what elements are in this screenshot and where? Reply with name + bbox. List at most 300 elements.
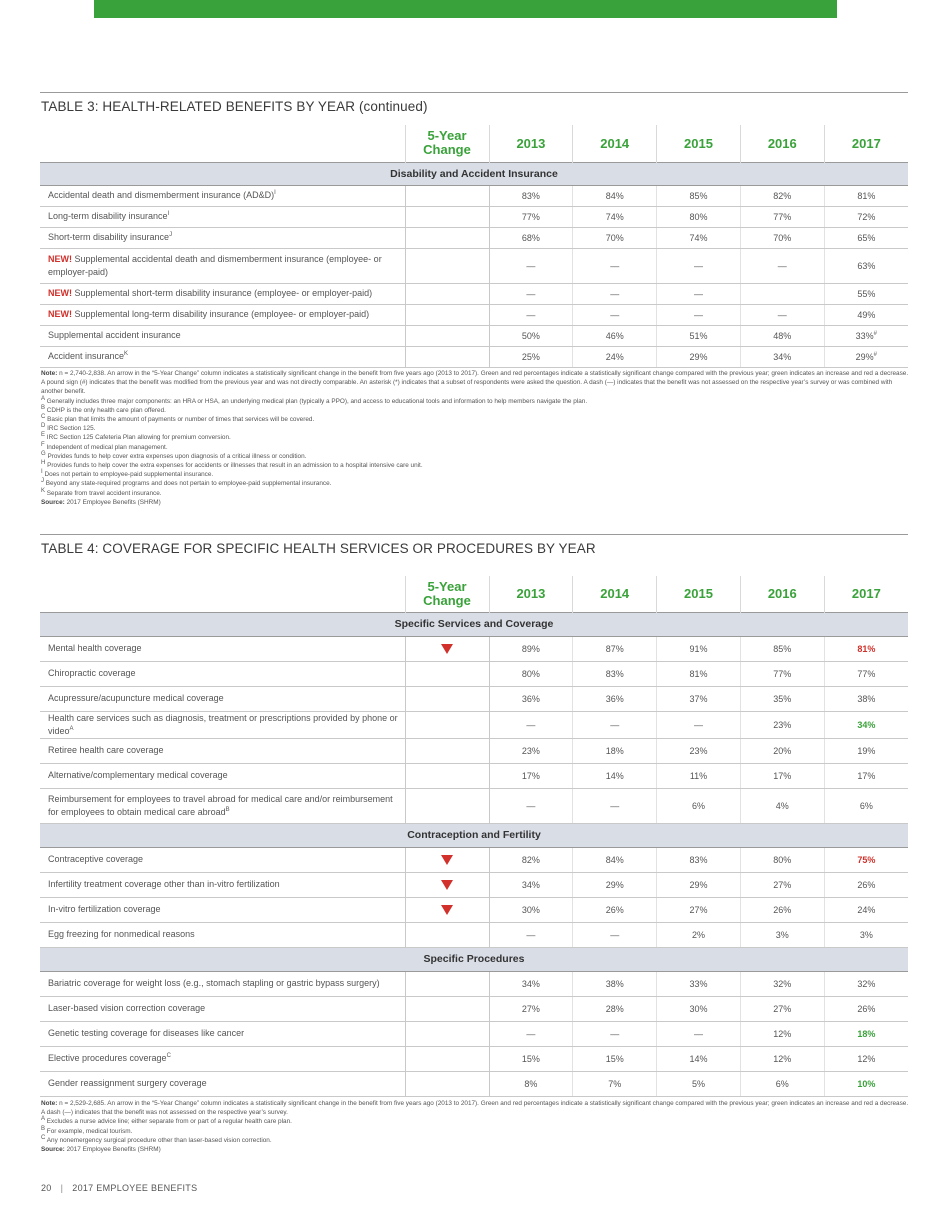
value-cell-2014 (573, 711, 657, 738)
footnote-mark: F (41, 441, 45, 448)
row-label-text: Chiropractic coverage (48, 668, 136, 678)
value-cell-2014 (573, 661, 657, 686)
value-text: 3% (859, 929, 873, 940)
table-row (40, 711, 908, 738)
value-text: 33% (855, 330, 874, 341)
value-cell-2015 (657, 1046, 741, 1071)
value-cell-2017 (824, 185, 908, 206)
value-cell-2017 (824, 763, 908, 788)
row-label-text: Alternative/complementary medical coverage (48, 770, 228, 780)
table4-top-rule (40, 534, 908, 535)
five-year-change-cell (405, 325, 489, 346)
header-year-2016: 2016 (740, 125, 824, 162)
row-label (40, 1021, 405, 1046)
value-cell-2016 (740, 996, 824, 1021)
section-header-row (40, 162, 908, 185)
value-text: 29% (855, 351, 874, 362)
row-label-text: Short-term disability insurance (48, 232, 170, 242)
value-text: 72% (857, 211, 876, 222)
footnote-mark: H (41, 459, 46, 466)
value-text: 85% (689, 190, 708, 201)
footnote-marker: J (169, 232, 173, 238)
row-label (40, 711, 405, 738)
value-text: 33% (689, 978, 708, 989)
value-text: 87% (605, 643, 624, 654)
value-cell-2016 (740, 872, 824, 897)
footnote (41, 479, 911, 488)
value-cell-2014 (573, 971, 657, 996)
value-text: 74% (605, 211, 624, 222)
value-text: 34% (521, 978, 540, 989)
value-cell-2017 (824, 636, 908, 661)
value-cell-2013 (489, 636, 573, 661)
value-cell-2016 (740, 847, 824, 872)
value-text: 68% (521, 232, 540, 243)
page-number: 20 (41, 1183, 52, 1193)
value-cell-2017 (824, 872, 908, 897)
five-year-change-cell (405, 686, 489, 711)
value-text: 84% (605, 854, 624, 865)
value-text: 17% (773, 770, 792, 781)
row-label-text: Long-term disability insurance (48, 211, 168, 221)
value-cell-2015 (657, 346, 741, 367)
value-cell-2013 (489, 872, 573, 897)
five-year-change-cell (405, 248, 489, 283)
value-cell-2017 (824, 971, 908, 996)
value-text: 70% (773, 232, 792, 243)
value-text: 26% (857, 879, 876, 890)
five-year-change-cell (405, 227, 489, 248)
footnote-text: Generally includes three major components: an HRA or HSA, an underlying medical plan (typically a PPO), and access to educational tools and information to help members navigate the plan. (46, 397, 588, 405)
row-label-text: Health care services such as diagnosis, treatment or prescriptions provided by phone or video (48, 712, 398, 736)
value-cell-2015 (657, 996, 741, 1021)
value-cell-2013 (489, 227, 573, 248)
value-cell-2015 (657, 206, 741, 227)
value-cell-2013 (489, 248, 573, 283)
value-text: 18% (857, 1028, 876, 1039)
value-text: — (526, 309, 536, 320)
value-cell-2014 (573, 1071, 657, 1096)
header-year-2017: 2017 (824, 576, 908, 612)
value-text: 32% (773, 978, 792, 989)
value-text: 14% (689, 1053, 708, 1064)
table-row (40, 304, 908, 325)
new-badge: NEW! (48, 288, 72, 298)
row-label (40, 763, 405, 788)
value-text: 27% (773, 1003, 792, 1014)
footnote-mark: A (41, 1116, 46, 1123)
value-cell-2014 (573, 206, 657, 227)
value-text: 4% (775, 800, 789, 811)
section-title: Disability and Accident Insurance (40, 162, 908, 185)
value-cell-2014 (573, 922, 657, 947)
table-row (40, 996, 908, 1021)
five-year-change-cell (405, 1046, 489, 1071)
table3 (40, 125, 908, 368)
value-text: 17% (857, 770, 876, 781)
row-label (40, 1046, 405, 1071)
value-cell-2013 (489, 206, 573, 227)
table3-note: Note: n = 2,740-2,838. An arrow in the “5-Year Change” column indicates a statistically significant change in the benefit from five years ago (2013 to 2017). Green and red percentages indicate a statistically significant change compared with the previous year; green indicates an increase and red a decrease. A pound sign (#) indicates that the benefit was modified from the previous year and was not directly comparable. An asterisk (*) indicates that a subset of respondents were asked the question. A dash (—) indicates that the benefit was not assessed on the respective year’s survey or was combined with another benefit. (41, 370, 909, 396)
five-year-change-cell (405, 711, 489, 738)
table-row (40, 897, 908, 922)
value-cell-2013 (489, 847, 573, 872)
value-cell-2016 (740, 788, 824, 823)
footnote (41, 433, 911, 442)
five-year-change-cell (405, 661, 489, 686)
value-cell-2016 (740, 897, 824, 922)
row-label (40, 996, 405, 1021)
value-cell-2014 (573, 1021, 657, 1046)
value-cell-2017 (824, 1071, 908, 1096)
row-label (40, 1071, 405, 1096)
table3-title: TABLE 3: HEALTH-RELATED BENEFITS BY YEAR (continued) (41, 99, 428, 114)
value-text: 27% (521, 1003, 540, 1014)
value-cell-2017 (824, 897, 908, 922)
value-cell-2014 (573, 872, 657, 897)
footnote (41, 1117, 911, 1126)
value-text: 77% (773, 668, 792, 679)
down-arrow-icon (441, 905, 453, 915)
value-cell-2014 (573, 185, 657, 206)
row-label (40, 227, 405, 248)
row-label-text: Retiree health care coverage (48, 745, 164, 755)
value-text: 15% (521, 1053, 540, 1064)
row-label (40, 346, 405, 367)
table-row (40, 227, 908, 248)
value-cell-2017 (824, 711, 908, 738)
row-label (40, 788, 405, 823)
five-year-change-cell (405, 738, 489, 763)
value-cell-2017 (824, 788, 908, 823)
value-cell-2016 (740, 325, 824, 346)
value-text: 3% (775, 929, 789, 940)
value-cell-2015 (657, 788, 741, 823)
value-cell-2016 (740, 763, 824, 788)
value-text: 77% (857, 668, 876, 679)
value-text: 50% (521, 330, 540, 341)
table-row (40, 738, 908, 763)
footnote-text: For example, medical tourism. (46, 1127, 133, 1135)
five-year-change-cell (405, 872, 489, 897)
value-text: 26% (605, 904, 624, 915)
value-cell-2013 (489, 661, 573, 686)
value-text: 24% (857, 904, 876, 915)
footnote-text: Independent of medical plan management. (46, 443, 168, 451)
row-label-text: Gender reassignment surgery coverage (48, 1078, 207, 1088)
row-label (40, 325, 405, 346)
value-text: 25% (521, 351, 540, 362)
value-cell-2014 (573, 763, 657, 788)
five-year-change-cell (405, 1021, 489, 1046)
value-text: 70% (605, 232, 624, 243)
footnote-text: Beyond any state-required programs and does not pertain to employee-paid supplemental insurance. (45, 480, 332, 488)
value-cell-2015 (657, 283, 741, 304)
table-row (40, 661, 908, 686)
row-label-text: Genetic testing coverage for diseases like cancer (48, 1028, 245, 1038)
value-cell-2014 (573, 686, 657, 711)
row-label-text: Supplemental short-term disability insurance (employee- or employer-paid) (74, 288, 373, 298)
value-cell-2016 (740, 711, 824, 738)
row-label (40, 847, 405, 872)
value-text: 19% (857, 745, 876, 756)
row-label-text: Supplemental accidental death and dismemberment insurance (employee- or employer-paid) (48, 253, 382, 277)
footnote-mark: D (41, 423, 46, 430)
value-text: 6% (691, 800, 705, 811)
value-text: 46% (605, 330, 624, 341)
modified-marker: # (873, 330, 878, 337)
footnote-text: Provides funds to help cover extra expenses upon diagnosis of a critical illness or condition. (47, 452, 307, 460)
value-cell-2014 (573, 996, 657, 1021)
value-text: 77% (773, 211, 792, 222)
five-year-change-cell (405, 922, 489, 947)
header-blank (40, 125, 405, 162)
row-label-text: Acupressure/acupuncture medical coverage (48, 693, 224, 703)
footer-separator: | (60, 1183, 64, 1193)
value-text: — (693, 1028, 703, 1039)
value-text: 12% (857, 1053, 876, 1064)
value-cell-2017 (824, 996, 908, 1021)
value-cell-2013 (489, 996, 573, 1021)
value-text: 23% (521, 745, 540, 756)
value-cell-2017 (824, 283, 908, 304)
value-cell-2014 (573, 788, 657, 823)
value-text: 83% (689, 854, 708, 865)
five-year-change-cell (405, 847, 489, 872)
five-year-change-cell (405, 897, 489, 922)
value-cell-2013 (489, 738, 573, 763)
value-text: 85% (773, 643, 792, 654)
value-text: 12% (773, 1028, 792, 1039)
value-text: 10% (857, 1078, 876, 1089)
footnote-text: IRC Section 125 Cafeteria Plan allowing for premium conversion. (46, 434, 231, 442)
header-5yr-change: 5-Year Change (405, 576, 489, 612)
table3-top-rule (40, 92, 908, 93)
value-text: 77% (521, 211, 540, 222)
section-header-row (40, 947, 908, 971)
row-label (40, 897, 405, 922)
value-cell-2013 (489, 325, 573, 346)
value-cell-2015 (657, 897, 741, 922)
footnote-marker: I (274, 190, 276, 196)
value-text: — (777, 260, 787, 271)
value-text: 12% (773, 1053, 792, 1064)
table-row (40, 872, 908, 897)
table3-source: Source: 2017 Employee Benefits (SHRM) (41, 498, 161, 506)
table-row (40, 325, 908, 346)
value-cell-2014 (573, 346, 657, 367)
value-text: 49% (857, 309, 876, 320)
five-year-change-cell (405, 346, 489, 367)
value-cell-2016 (740, 971, 824, 996)
five-year-change-cell (405, 763, 489, 788)
footnote-text: Basic plan that limits the amount of payments or number of times that services will be covered. (47, 416, 315, 424)
value-cell-2013 (489, 283, 573, 304)
header-year-2013: 2013 (489, 576, 573, 612)
value-text: — (610, 309, 620, 320)
header-year-2014: 2014 (573, 576, 657, 612)
value-cell-2016 (740, 738, 824, 763)
five-year-change-cell (405, 1071, 489, 1096)
value-cell-2016 (740, 248, 824, 283)
value-text: 74% (689, 232, 708, 243)
value-cell-2017 (824, 661, 908, 686)
row-label (40, 185, 405, 206)
value-text: 7% (608, 1078, 622, 1089)
value-text: — (526, 929, 536, 940)
value-cell-2015 (657, 971, 741, 996)
value-text: 48% (773, 330, 792, 341)
value-text: 30% (689, 1003, 708, 1014)
value-text: — (693, 288, 703, 299)
value-text: 83% (605, 668, 624, 679)
table-row (40, 248, 908, 283)
header-year-2016: 2016 (740, 576, 824, 612)
footnote-mark: A (41, 395, 46, 402)
value-text: — (693, 309, 703, 320)
footnote-mark: B (41, 1125, 46, 1132)
value-text: 15% (605, 1053, 624, 1064)
row-label (40, 922, 405, 947)
value-cell-2015 (657, 227, 741, 248)
value-cell-2016 (740, 1046, 824, 1071)
value-cell-2015 (657, 185, 741, 206)
value-text: 14% (605, 770, 624, 781)
value-cell-2015 (657, 872, 741, 897)
section-title: Contraception and Fertility (40, 823, 908, 847)
value-text: 6% (859, 800, 873, 811)
value-text: 81% (689, 668, 708, 679)
value-text: 38% (857, 693, 876, 704)
value-cell-2017 (824, 325, 908, 346)
value-cell-2014 (573, 1046, 657, 1071)
value-cell-2013 (489, 1021, 573, 1046)
value-cell-2015 (657, 1071, 741, 1096)
value-text: — (693, 719, 703, 730)
value-cell-2015 (657, 636, 741, 661)
value-cell-2017 (824, 922, 908, 947)
value-text: 63% (857, 260, 876, 271)
value-text: 27% (689, 904, 708, 915)
row-label-text: Egg freezing for nonmedical reasons (48, 929, 195, 939)
value-cell-2017 (824, 1021, 908, 1046)
value-text: — (693, 260, 703, 271)
header-year-2015: 2015 (657, 576, 741, 612)
row-label (40, 636, 405, 661)
table4-source: Source: 2017 Employee Benefits (SHRM) (41, 1146, 161, 1154)
footnote-text: Does not pertain to employee-paid supplemental insurance. (44, 471, 214, 479)
value-cell-2016 (740, 346, 824, 367)
value-cell-2017 (824, 304, 908, 325)
value-cell-2017 (824, 738, 908, 763)
value-cell-2016 (740, 283, 824, 304)
value-cell-2015 (657, 304, 741, 325)
value-text: — (610, 719, 620, 730)
value-text: — (526, 800, 536, 811)
footnote-mark: C (41, 1134, 46, 1141)
table4 (40, 576, 908, 1097)
value-cell-2016 (740, 206, 824, 227)
value-cell-2016 (740, 661, 824, 686)
row-label (40, 304, 405, 325)
value-text: — (610, 1028, 620, 1039)
value-cell-2015 (657, 847, 741, 872)
value-cell-2014 (573, 636, 657, 661)
footnote-text: CDHP is the only health care plan offered. (46, 406, 166, 414)
five-year-change-cell (405, 283, 489, 304)
value-cell-2017 (824, 227, 908, 248)
value-text: 34% (521, 879, 540, 890)
table-row (40, 1021, 908, 1046)
row-label-text: Supplemental long-term disability insurance (employee- or employer-paid) (74, 309, 370, 319)
section-title: Specific Procedures (40, 947, 908, 971)
header-5yr-change: 5-Year Change (405, 125, 489, 162)
footnote-marker: C (166, 1053, 171, 1059)
footnote-mark: C (41, 413, 46, 420)
footnote (41, 415, 911, 424)
value-cell-2016 (740, 922, 824, 947)
value-text: 91% (689, 643, 708, 654)
footnote-marker: A (69, 725, 74, 732)
footnote-marker: B (225, 806, 230, 813)
row-label (40, 686, 405, 711)
value-text: 5% (691, 1078, 705, 1089)
value-cell-2017 (824, 1046, 908, 1071)
value-text: 6% (775, 1078, 789, 1089)
value-text: 82% (773, 190, 792, 201)
value-cell-2014 (573, 283, 657, 304)
value-cell-2013 (489, 763, 573, 788)
table-row (40, 922, 908, 947)
value-cell-2013 (489, 304, 573, 325)
value-text: 81% (857, 643, 876, 654)
value-text: 20% (773, 745, 792, 756)
value-text: 75% (857, 854, 876, 865)
value-text: 11% (689, 770, 708, 781)
footnote (41, 489, 911, 498)
value-text: 37% (689, 693, 708, 704)
row-label-text: Accident insurance (48, 351, 125, 361)
value-cell-2016 (740, 1071, 824, 1096)
value-text: — (526, 260, 536, 271)
footnote (41, 1136, 911, 1145)
value-text: 89% (521, 643, 540, 654)
value-text: 80% (521, 668, 540, 679)
section-header-row (40, 612, 908, 636)
value-text: 80% (773, 854, 792, 865)
five-year-change-cell (405, 185, 489, 206)
footnote (41, 452, 911, 461)
down-arrow-icon (441, 644, 453, 654)
value-cell-2013 (489, 788, 573, 823)
table-row (40, 686, 908, 711)
header-year-2013: 2013 (489, 125, 573, 162)
value-text: 23% (773, 719, 792, 730)
value-text: 84% (605, 190, 624, 201)
table-row (40, 206, 908, 227)
value-text: 83% (521, 190, 540, 201)
value-cell-2017 (824, 248, 908, 283)
value-cell-2017 (824, 847, 908, 872)
value-cell-2013 (489, 686, 573, 711)
value-cell-2016 (740, 686, 824, 711)
table-row (40, 847, 908, 872)
table-row (40, 788, 908, 823)
row-label-text: Supplemental accident insurance (48, 330, 181, 340)
row-label-text: Mental health coverage (48, 643, 142, 653)
value-cell-2013 (489, 1046, 573, 1071)
value-text: 29% (605, 879, 624, 890)
